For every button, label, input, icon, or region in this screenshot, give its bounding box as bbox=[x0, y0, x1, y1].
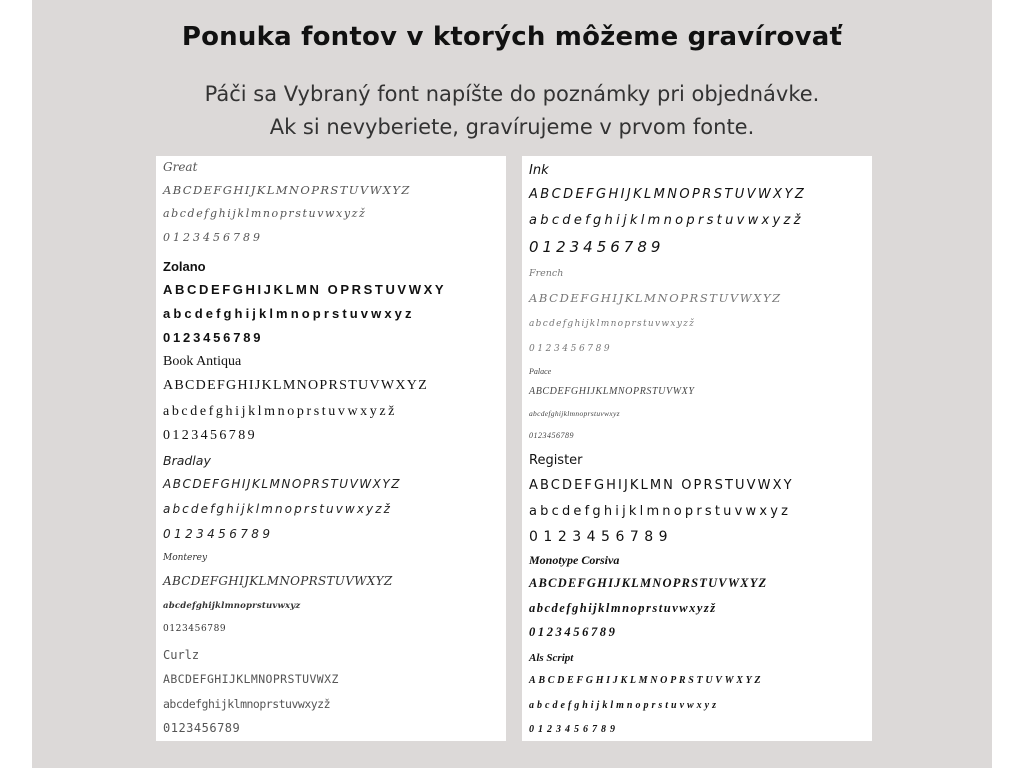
font-uppercase-sample: ABCDEFGHIJKLMNOPRSTUVWXYZ bbox=[529, 291, 782, 305]
font-digits-sample: 0123456789 bbox=[163, 527, 274, 541]
font-digits-sample: 0123456789 bbox=[529, 431, 574, 440]
subtitle-line-2: Ak si nevyberiete, gravírujeme v prvom fonte. bbox=[269, 115, 755, 139]
font-lowercase-sample: abcdefghijklmnoprstuvwxyz bbox=[529, 700, 720, 711]
font-digits-sample: 0123456789 bbox=[163, 231, 263, 244]
font-uppercase-sample: ABCDEFGHIJKLMN OPRSTUVWXY bbox=[529, 478, 794, 493]
font-lowercase-sample: abcdefghijklmnoprstuvwxyzž bbox=[529, 213, 804, 228]
font-name: French bbox=[529, 268, 564, 279]
font-name: Book Antiqua bbox=[163, 354, 242, 369]
font-sample-zolano bbox=[163, 256, 502, 350]
page-subtitle bbox=[32, 78, 992, 144]
font-digits-sample: 0123456789 bbox=[529, 625, 618, 639]
font-digits-sample: 0123456789 bbox=[529, 238, 665, 256]
font-digits-sample: 0123456789 bbox=[529, 529, 674, 545]
font-sample-book-antiqua bbox=[163, 351, 502, 448]
font-uppercase-sample: ABCDEFGHIJKLMNOPRSTUVWXY bbox=[529, 386, 695, 397]
font-lowercase-sample: abcdefghijklmnoprstuvwxyz bbox=[529, 504, 792, 519]
font-panel-right bbox=[522, 156, 872, 741]
font-uppercase-sample: ABCDEFGHIJKLMN OPRSTUVWXY bbox=[163, 282, 447, 297]
font-name: Great bbox=[163, 160, 198, 174]
font-sample-ink bbox=[529, 160, 868, 260]
font-digits-sample: 0123456789 bbox=[163, 428, 257, 443]
font-sample-palace bbox=[529, 363, 868, 447]
font-lowercase-sample: abcdefghijklmnoprstuvwxyzž bbox=[163, 207, 367, 220]
font-lowercase-sample: abcdefghijklmnoprstuvwxyzž bbox=[163, 404, 398, 419]
font-lowercase-sample: abcdefghijklmnoprstuvwxyzž bbox=[529, 319, 696, 329]
font-sample-french bbox=[529, 264, 868, 361]
font-lowercase-sample: abcdefghijklmnoprstuvwxyzž bbox=[163, 697, 331, 711]
font-lowercase-sample: abcdefghijklmnoprstuvwxyzž bbox=[529, 601, 717, 615]
font-digits-sample: 0123456789 bbox=[163, 624, 227, 634]
font-sample-monterey bbox=[163, 548, 502, 640]
font-name: Curlz bbox=[163, 648, 200, 662]
font-sample-great bbox=[163, 160, 502, 250]
font-name: Zolano bbox=[163, 259, 206, 274]
font-uppercase-sample: ABCDEFGHIJKLMNOPRSTUVWXZ bbox=[163, 672, 339, 686]
font-uppercase-sample: ABCDEFGHIJKLMNOPRSTUVWXYZ bbox=[163, 477, 401, 491]
font-uppercase-sample: ABCDEFGHIJKLMNOPRSTUVWXYZ bbox=[163, 574, 393, 588]
font-name: Ink bbox=[529, 163, 549, 178]
font-lowercase-sample: abcdefghijklmnoprstuvwxyz bbox=[529, 409, 620, 418]
font-sample-bradlay bbox=[163, 450, 502, 546]
font-name: Als Script bbox=[529, 652, 574, 664]
font-sample-als-script bbox=[529, 648, 868, 741]
font-uppercase-sample: ABCDEFGHIJKLMNOPRSTUVWXYZ bbox=[529, 576, 768, 590]
font-uppercase-sample: ABCDEFGHIJKLMNOPRSTUVWXYZ bbox=[529, 675, 764, 686]
font-digits-sample: 0123456789 bbox=[163, 721, 241, 735]
font-panel-left bbox=[156, 156, 506, 741]
font-name: Monotype Corsiva bbox=[529, 553, 620, 567]
font-name: Monterey bbox=[163, 553, 208, 563]
font-uppercase-sample: ABCDEFGHIJKLMNOPRSTUVWXYZ bbox=[163, 378, 429, 393]
font-uppercase-sample: ABCDEFGHIJKLMNOPRSTUVWXYZ bbox=[163, 183, 411, 197]
font-sample-curlz bbox=[163, 644, 502, 740]
font-lowercase-sample: abcdefghijklmnoprstuvwxyz bbox=[163, 601, 301, 611]
font-sample-register bbox=[529, 449, 868, 550]
page-frame bbox=[32, 0, 992, 768]
font-sample-monotype-corsiva bbox=[529, 549, 868, 644]
font-name: Palace bbox=[529, 367, 552, 376]
font-name: Bradlay bbox=[163, 453, 211, 468]
page-title: Ponuka fontov v ktorých môžeme gravírovať bbox=[181, 22, 843, 52]
font-uppercase-sample: ABCDEFGHIJKLMNOPRSTUVWXYZ bbox=[529, 187, 807, 202]
font-lowercase-sample: abcdefghijklmnoprstuvwxyz bbox=[163, 306, 415, 321]
font-digits-sample: 0123456789 bbox=[163, 330, 264, 345]
font-name: Register bbox=[529, 453, 583, 468]
font-digits-sample: 0123456789 bbox=[529, 724, 619, 735]
font-lowercase-sample: abcdefghijklmnoprstuvwxyzž bbox=[163, 502, 393, 516]
font-digits-sample: 0123456789 bbox=[529, 344, 613, 354]
subtitle-line-1: Páči sa Vybraný font napíšte do poznámky pri objednávke. bbox=[204, 82, 820, 106]
